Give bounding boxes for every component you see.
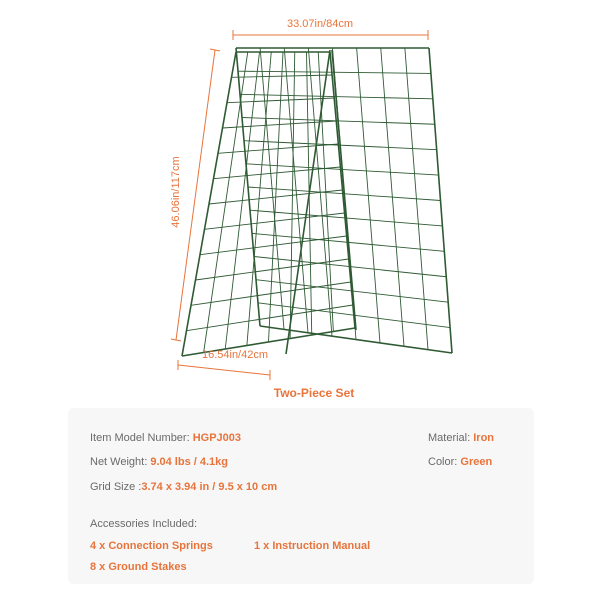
material-value: Iron — [473, 432, 495, 444]
color-row — [428, 456, 492, 468]
accessory-item-springs: 4 x Connection Springs — [90, 540, 213, 552]
spec-card — [68, 408, 534, 584]
grid-size-row — [90, 481, 277, 493]
grid-size-label: Grid Size : — [90, 481, 142, 493]
ridge-bar — [332, 50, 356, 330]
grid-size-value: 3.74 x 3.94 in / 9.5 x 10 cm — [141, 481, 278, 493]
model-number-row — [90, 432, 241, 444]
width-dimension-label: 33.07in/84cm — [286, 18, 354, 30]
height-dimension-label: 46.06in/117cm — [170, 156, 182, 228]
accessory-item-manual: 1 x Instruction Manual — [254, 540, 371, 552]
color-label: Color: — [428, 456, 458, 468]
net-weight-value: 9.04 lbs / 4.1kg — [150, 456, 228, 468]
material-row — [428, 432, 494, 444]
trellis-frame — [182, 48, 452, 356]
material-label: Material: — [428, 432, 471, 444]
depth-dimension-label: 16.54in/42cm — [201, 349, 269, 361]
color-value: Green — [460, 456, 493, 468]
model-number-value: HGPJ003 — [192, 432, 242, 444]
net-weight-label: Net Weight: — [90, 456, 148, 468]
model-number-label: Item Model Number: — [90, 432, 190, 444]
set-caption: Two-Piece Set — [273, 386, 355, 400]
depth-dimension-line — [178, 365, 270, 375]
net-weight-row — [90, 456, 228, 468]
accessories-label: Accessories Included: — [90, 518, 197, 530]
accessory-item-stakes: 8 x Ground Stakes — [90, 561, 187, 573]
